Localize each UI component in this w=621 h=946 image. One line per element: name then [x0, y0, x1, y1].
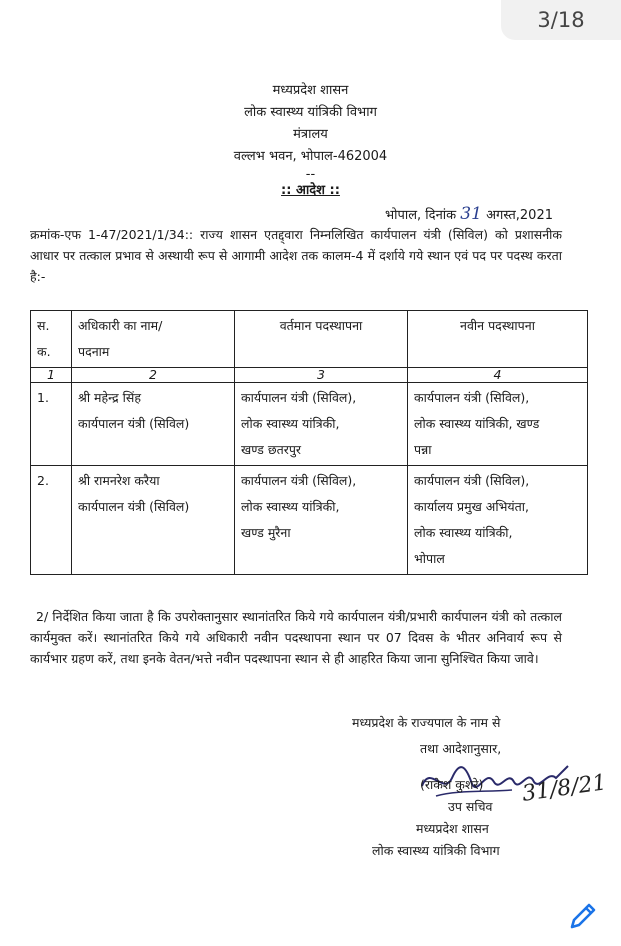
- column-number-row: [31, 368, 588, 383]
- table-header-row: [31, 311, 588, 368]
- org-state: मध्यप्रदेश शासन: [416, 821, 489, 836]
- letterhead: [0, 80, 621, 182]
- column-number: 4: [408, 368, 588, 383]
- address: वल्लभ भवन, भोपाल-462004: [233, 149, 388, 164]
- column-number: 2: [72, 368, 235, 383]
- row-officer: [72, 466, 235, 575]
- column-number: 3: [235, 368, 408, 383]
- table-row: [31, 383, 588, 466]
- officer-name: श्री महेन्द्र सिंह: [78, 390, 141, 405]
- column-number: 1: [31, 368, 72, 383]
- signer-name: (राकेश कुशरे): [420, 777, 484, 792]
- date-suffix: अगस्त,2021: [486, 208, 553, 223]
- header-sno: स. क.: [31, 311, 72, 368]
- handwritten-date: 31/8/21: [520, 770, 609, 807]
- row-sno: 2.: [31, 466, 72, 575]
- officer-designation: कार्यपालन यंत्री (सिविल): [78, 416, 190, 431]
- officer-designation: कार्यपालन यंत्री (सिविल): [78, 499, 190, 514]
- header-name: अधिकारी का नाम/ पदनाम: [72, 311, 235, 368]
- department-name: लोक स्वास्थ्य यांत्रिकी विभाग: [244, 105, 377, 120]
- row-sno: 1.: [31, 383, 72, 466]
- row-current-posting: कार्यपालन यंत्री (सिविल), लोक स्वास्थ्य यांत्रिकी, खण्ड मुरैना: [235, 466, 408, 575]
- date-line: [385, 204, 553, 224]
- header-dash: --: [305, 167, 316, 182]
- header-new: नवीन पदस्थापना: [408, 311, 588, 368]
- date-prefix: भोपाल, दिनांक: [384, 208, 457, 223]
- edit-button[interactable]: [563, 896, 603, 936]
- page-counter: 3/18: [501, 0, 621, 40]
- row-current-posting: कार्यपालन यंत्री (सिविल), लोक स्वास्थ्य यांत्रिकी, खण्ड छतरपुर: [235, 383, 408, 466]
- posting-table: [30, 310, 588, 575]
- intro-paragraph: क्रमांक-एफ 1-47/2021/1/34:: राज्य शासन एतद्द्वारा निम्नलिखित कार्यपालन यंत्री (सिविल) को प्रशासनीक आधार पर तत्काल प्रभाव से अस्थायी रूप से आगामी आदेश तक कालम-4 में दर्शाये गये स्थान एवं पद पर पदस्थ करता है:-: [30, 227, 562, 284]
- pencil-icon: [566, 899, 600, 933]
- table-row: [31, 466, 588, 575]
- govt-name: मध्यप्रदेश शासन: [272, 83, 349, 98]
- by-order-line: तथा आदेशानुसार,: [420, 741, 502, 756]
- governor-line: मध्यप्रदेश के राज्यपाल के नाम से: [352, 715, 501, 730]
- org-department: लोक स्वास्थ्य यांत्रिकी विभाग: [372, 843, 500, 858]
- secretariat: मंत्रालय: [293, 127, 328, 142]
- second-paragraph: 2/ निर्देशित किया जाता है कि उपरोक्तानुसार स्थानांतरित किये गये कार्यपालन यंत्री/प्रभारी कार्यपालन यंत्री को तत्काल कार्यमुक्त करें। स्थानांतरित किये गये अधिकारी नवीन पदस्थापना स्थान पर 07 दिवस के भीतर अनिवार्य रूप से कार्यभार ग्रहण करें, तथा इनके वेतन/भत्ते नवीन पदस्थापना स्थान से ही आहरित किया जाना सुनिश्चित किया जावे।: [30, 609, 562, 666]
- row-new-posting: कार्यपालन यंत्री (सिविल), लोक स्वास्थ्य यांत्रिकी, खण्ड पन्ना: [408, 383, 588, 466]
- signer-post: उप सचिव: [448, 799, 493, 814]
- row-officer: [72, 383, 235, 466]
- officer-name: श्री रामनरेश करैया: [78, 473, 160, 488]
- date-day-handwritten: 31: [460, 204, 482, 224]
- row-new-posting: कार्यपालन यंत्री (सिविल), कार्यालय प्रमुख अभियंता, लोक स्वास्थ्य यांत्रिकी, भोपाल: [408, 466, 588, 575]
- order-title: :: आदेश ::: [281, 183, 340, 198]
- header-current: वर्तमान पदस्थापना: [235, 311, 408, 368]
